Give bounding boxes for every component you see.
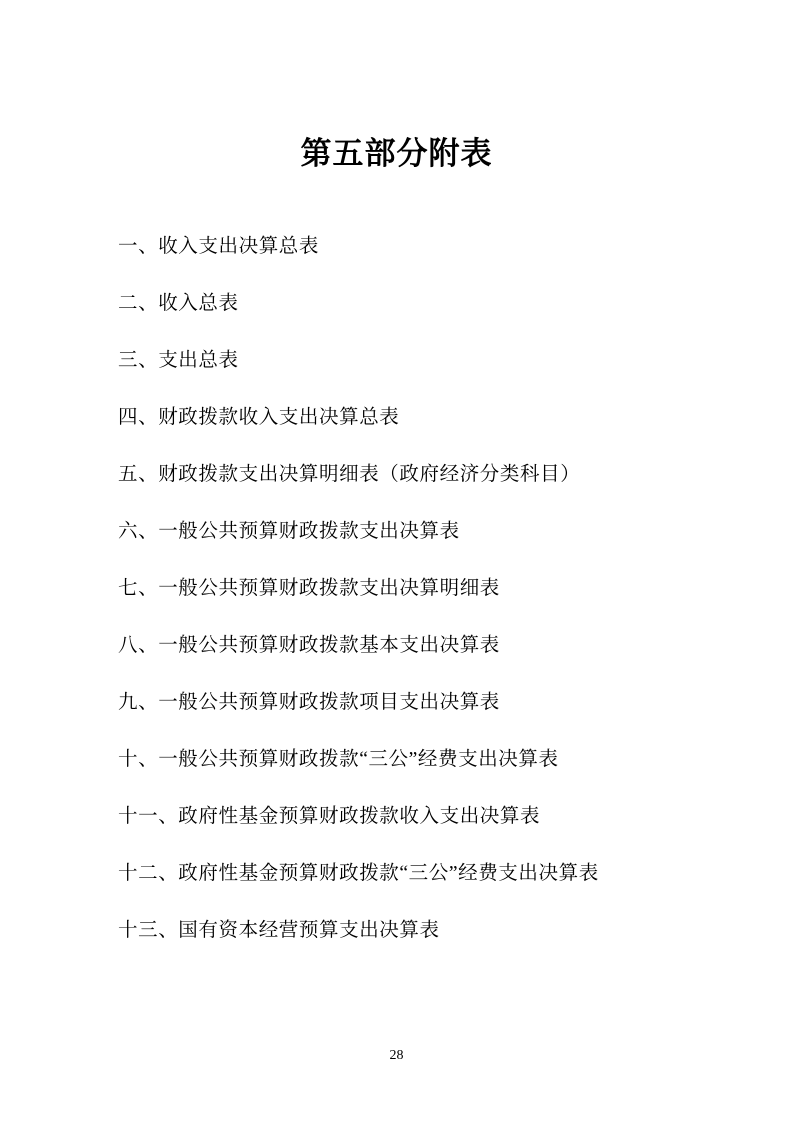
list-item: 九、一般公共预算财政拨款项目支出决算表 bbox=[118, 692, 500, 714]
list-item: 三、支出总表 bbox=[118, 350, 239, 372]
list-item: 八、一般公共预算财政拨款基本支出决算表 bbox=[118, 635, 500, 657]
list-item: 一、收入支出决算总表 bbox=[118, 236, 320, 257]
list-item: 十一、政府性基金预算财政拨款收入支出决算表 bbox=[118, 806, 541, 828]
list-item: 五、财政拨款支出决算明细表（政府经济分类科目） bbox=[118, 464, 581, 486]
list-item: 二、收入总表 bbox=[118, 293, 239, 315]
list-item: 七、一般公共预算财政拨款支出决算明细表 bbox=[118, 578, 500, 600]
page-number: 28 bbox=[389, 1048, 404, 1063]
list-item: 十、一般公共预算财政拨款“三公”经费支出决算表 bbox=[118, 749, 559, 771]
page-title: 第五部分附表 bbox=[300, 136, 493, 171]
list-item: 六、一般公共预算财政拨款支出决算表 bbox=[118, 521, 460, 543]
list-item: 十三、国有资本经营预算支出决算表 bbox=[118, 920, 440, 942]
list-item: 十二、政府性基金预算财政拨款“三公”经费支出决算表 bbox=[118, 863, 599, 885]
table-of-contents bbox=[118, 236, 723, 977]
list-item: 四、财政拨款收入支出决算总表 bbox=[118, 407, 400, 429]
